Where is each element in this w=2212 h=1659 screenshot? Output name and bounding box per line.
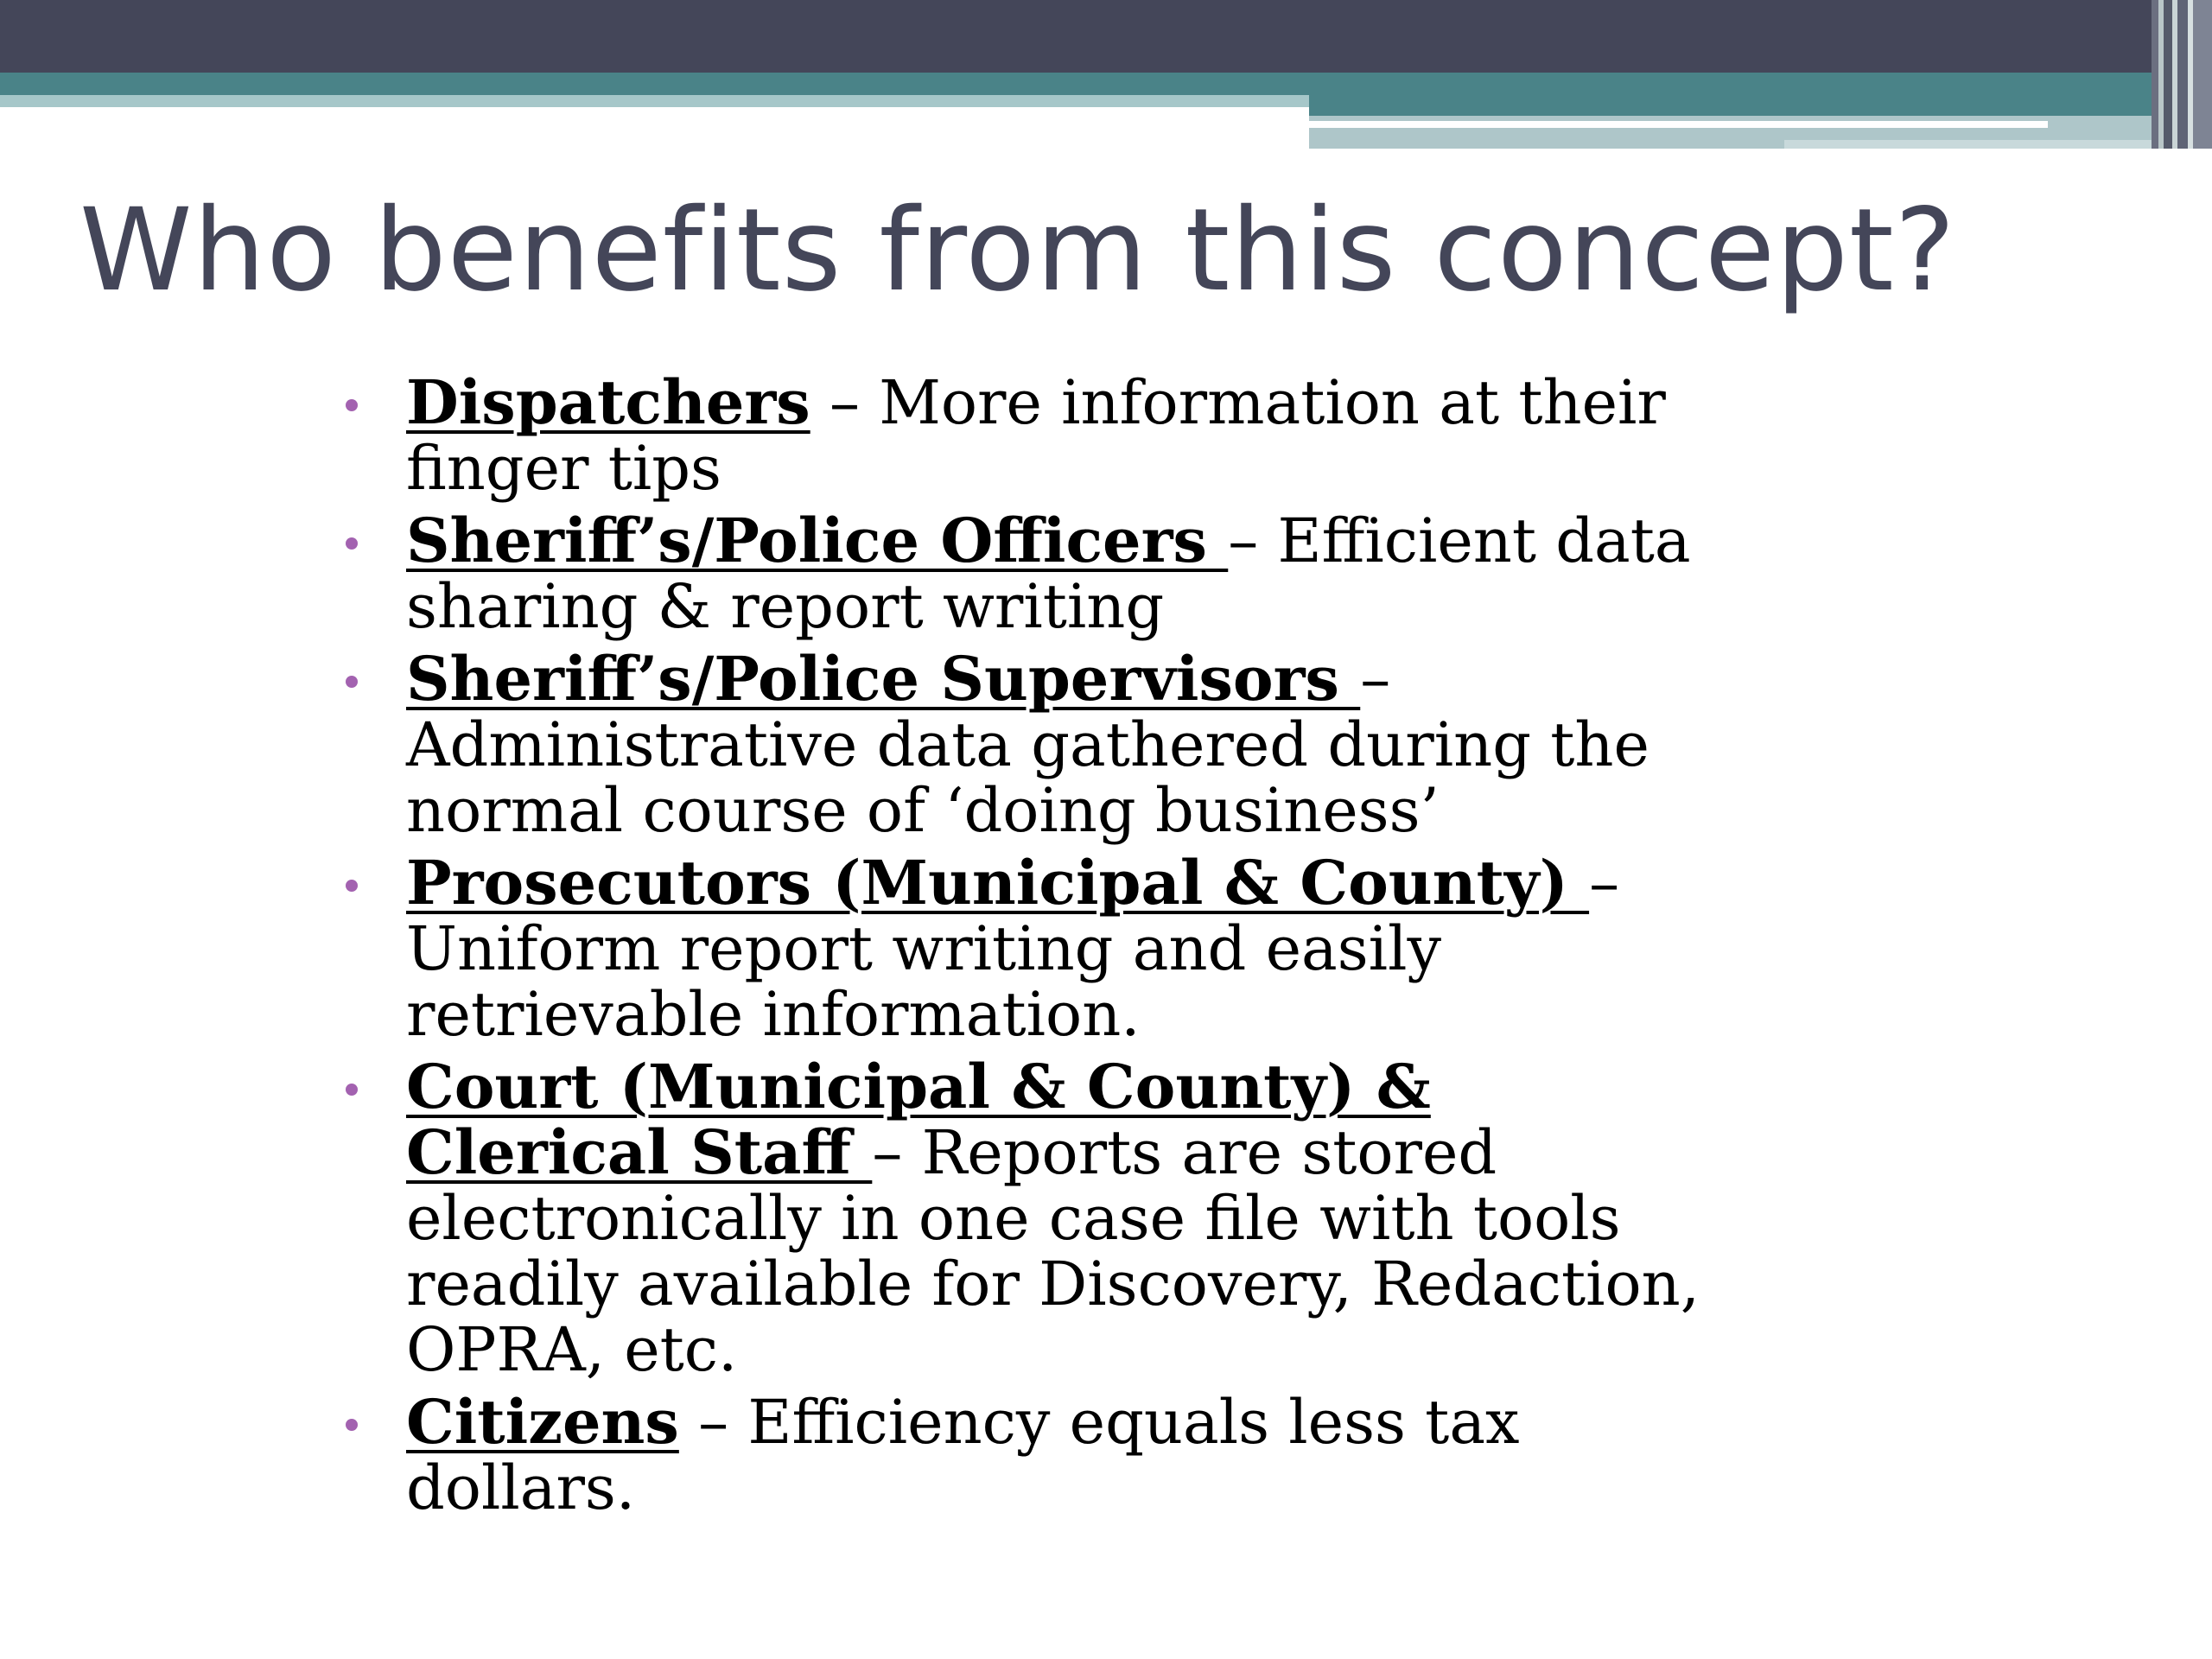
bullet-description: Administrative data gathered during the normal course of ‘doing business’ <box>406 709 1649 846</box>
bullet-icon <box>346 399 358 411</box>
bullet-term: Prosecutors (Municipal & County) <box>406 847 1590 918</box>
header-right-stripes <box>2152 0 2212 149</box>
bullet-separator: – <box>678 1387 748 1458</box>
header-band-teal-right <box>1309 95 2212 116</box>
bullet-description: Uniform report writing and easily retrievable information. <box>406 913 1441 1050</box>
bullet-description: Efficient data sharing & report writing <box>406 505 1691 642</box>
bullet-icon <box>346 1419 358 1431</box>
bullet-term: Sheriff’s/Police Officers <box>406 505 1229 576</box>
header-band-light <box>0 95 1309 107</box>
header-band-teal <box>0 73 2212 95</box>
header-band-dark <box>0 0 2212 73</box>
bullet-separator: – <box>1228 505 1278 576</box>
bullet-icon <box>346 676 358 688</box>
bullet-item-court <box>346 1051 1711 1385</box>
bullet-icon <box>346 880 358 892</box>
bullet-term: Dispatchers <box>406 366 810 438</box>
bullet-term: Court (Municipal & County) & Clerical Staff <box>406 1051 1431 1188</box>
bullet-separator: – <box>1589 848 1620 918</box>
bullet-icon <box>346 1084 358 1096</box>
bullet-separator: – <box>872 1117 922 1188</box>
bullet-term: Citizens <box>406 1386 679 1458</box>
bullet-separator: – <box>810 367 880 438</box>
bullet-item-dispatchers <box>346 366 1711 504</box>
bullet-term: Sheriff’s/Police Supervisors <box>406 643 1361 715</box>
header-band-light-right-2 <box>1784 140 2212 149</box>
header-band-white-line <box>1309 121 2048 128</box>
bullet-separator: – <box>1360 644 1391 715</box>
bullet-item-officers <box>346 505 1711 642</box>
bullet-description: More information at their finger tips <box>406 367 1666 504</box>
bullet-description: Reports are stored electronically in one case file with tools readily available for Discovery, Redaction, OPRA, etc. <box>406 1117 1700 1385</box>
bullet-item-prosecutors <box>346 847 1711 1050</box>
bullet-item-supervisors <box>346 643 1711 846</box>
bullet-item-citizens <box>346 1386 1711 1523</box>
slide-title: Who benefits from this concept? <box>79 184 1956 317</box>
bullet-description: Efficiency equals less tax dollars. <box>406 1387 1520 1523</box>
bullet-list <box>346 366 1711 1528</box>
bullet-icon <box>346 537 358 550</box>
